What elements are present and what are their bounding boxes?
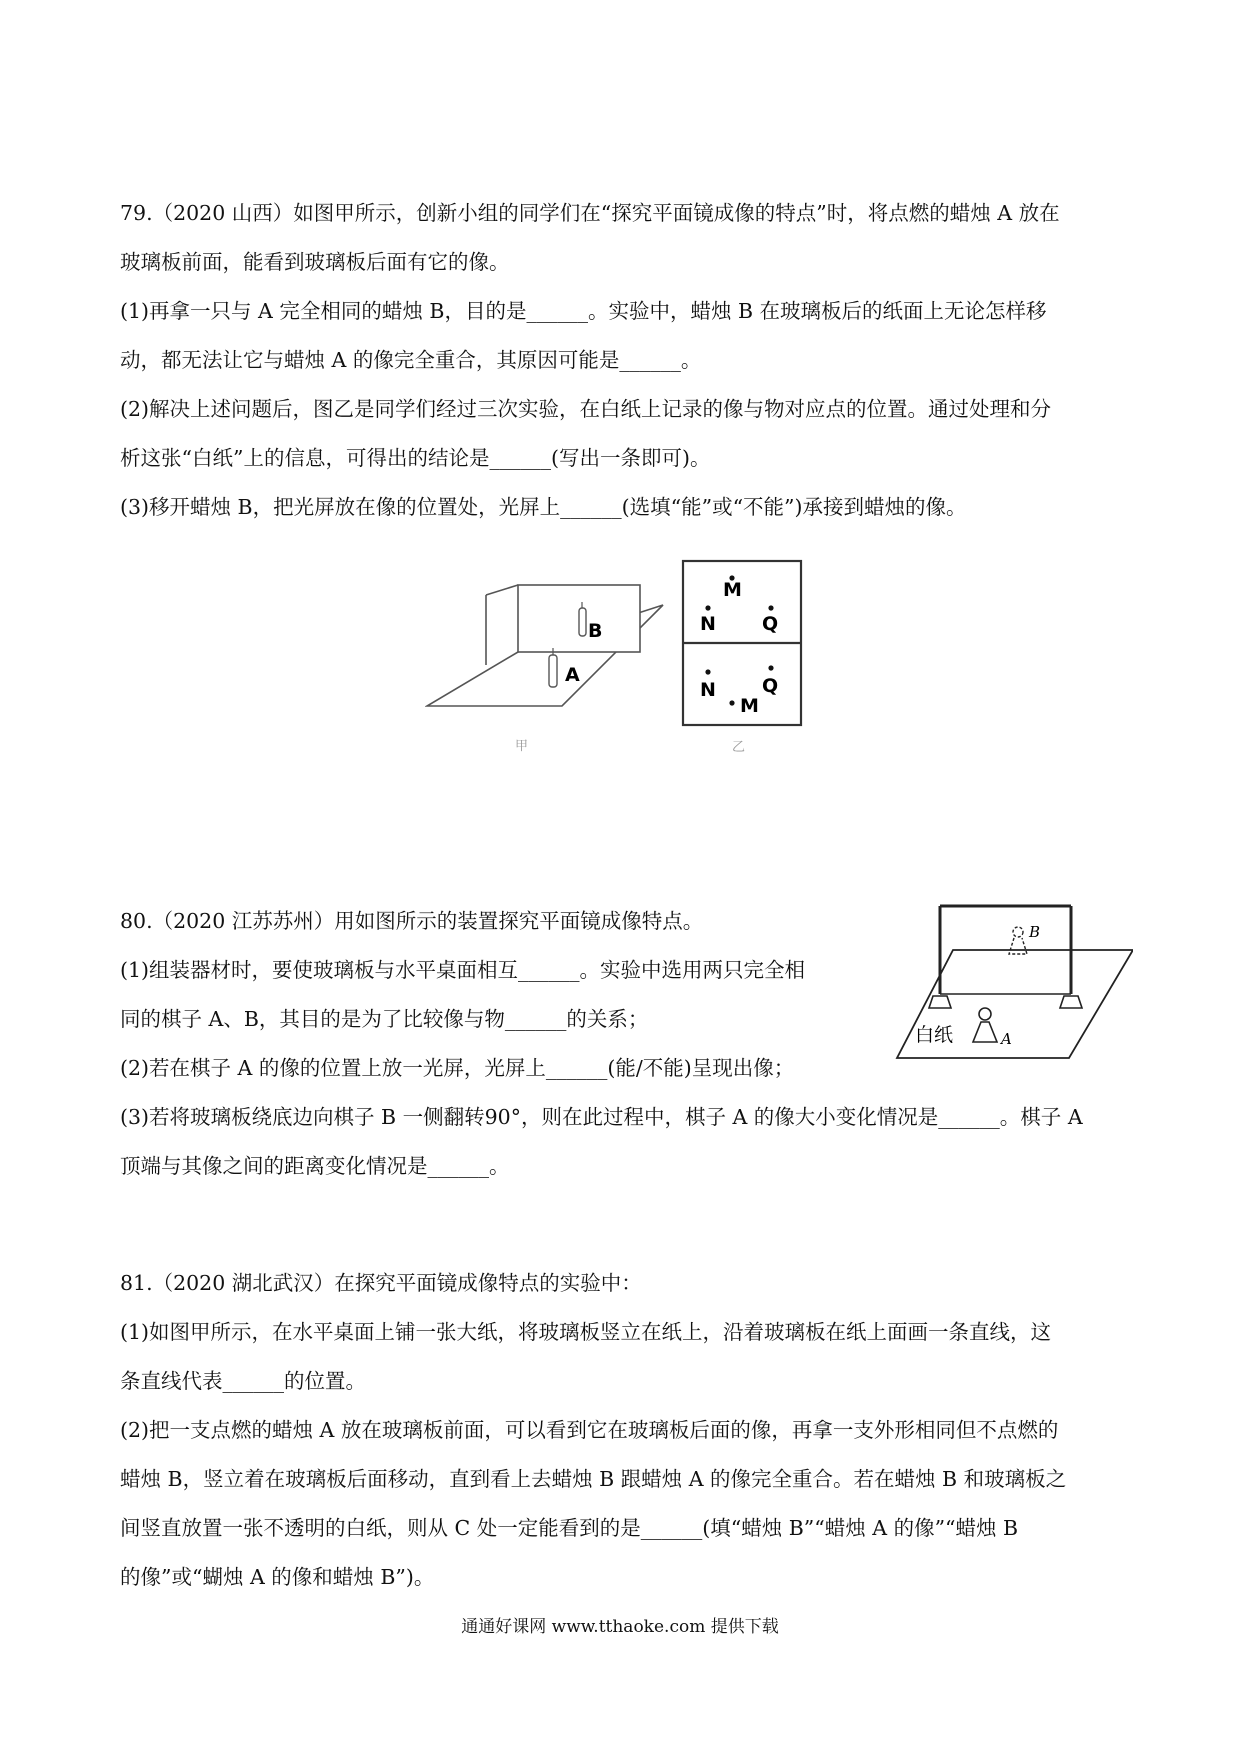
left-stand-shape	[929, 996, 951, 1008]
label-white-paper: 白纸	[915, 1024, 954, 1046]
q81-line-2: (1)如图甲所示，在水平桌面上铺一张大纸，将玻璃板竖立在纸上，沿着玻璃板在纸上面画一条直线，这	[120, 1320, 1052, 1344]
label-bottom-n: N	[700, 679, 716, 701]
q81-line-6: 间竖直放置一张不透明的白纸，则从 C 处一定能看到的是______(填“蜡烛 B”“蜡烛 A 的像”“蜡烛 B	[120, 1516, 1019, 1540]
page-footer: 通通好课网 www.tthaoke.com 提供下载	[461, 1617, 779, 1637]
q81-line-4: (2)把一支点燃的蜡烛 A 放在玻璃板前面，可以看到它在玻璃板后面的像，再拿一支外形相同但不点燃的	[120, 1418, 1059, 1442]
q81-line-7: 的像”或“蝴烛 A 的像和蜡烛 B”)。	[120, 1565, 435, 1589]
label-candle-a: A	[565, 664, 580, 686]
q80-figure	[893, 898, 1133, 1063]
right-stand-shape	[1060, 996, 1082, 1008]
q80-line-4: (2)若在棋子 A 的像的位置上放一光屏，光屏上______(能/不能)呈现出像；	[120, 1056, 795, 1080]
q79-line-2: 玻璃板前面，能看到玻璃板后面有它的像。	[120, 250, 510, 274]
q79-line-4: 动，都无法让它与蜡烛 A 的像完全重合，其原因可能是______。	[120, 348, 702, 372]
label-piece-b: B	[1029, 923, 1041, 941]
candle-b-shape	[579, 608, 586, 636]
q81-line-5: 蜡烛 B，竖立着在玻璃板后面移动，直到看上去蜡烛 B 跟蜡烛 A 的像完全重合。若在蜡烛 B 和玻璃板之	[120, 1467, 1067, 1491]
q79-figure-yi	[680, 558, 804, 758]
q79-line-3: (1)再拿一只与 A 完全相同的蜡烛 B，目的是______。实验中，蜡烛 B 在玻璃板后的纸面上无论怎样移	[120, 299, 1047, 323]
label-top-m: M	[723, 579, 742, 601]
candle-a-shape	[549, 655, 557, 687]
q80-line-5: (3)若将玻璃板绕底边向棋子 B 一侧翻转90°，则在此过程中，棋子 A 的像大小变化情况是______。棋子 A	[120, 1105, 1083, 1129]
caption-yi: 乙	[732, 740, 746, 755]
label-top-q: Q	[762, 613, 779, 635]
q79-line-5: (2)解决上述问题后，图乙是同学们经过三次实验，在白纸上记录的像与物对应点的位置。通过处理和分	[120, 397, 1052, 421]
label-top-n: N	[700, 613, 716, 635]
label-candle-b: B	[588, 620, 603, 642]
q80-line-2: (1)组装器材时，要使玻璃板与水平桌面相互______。实验中选用两只完全相	[120, 958, 806, 982]
q79-line-1: 79.（2020 山西）如图甲所示，创新小组的同学们在“探究平面镜成像的特点”时，将点燃的蜡烛 A 放在	[120, 201, 1060, 225]
caption-jia: 甲	[515, 739, 529, 754]
q79-line-6: 析这张“白纸”上的信息，可得出的结论是______(写出一条即可)。	[120, 446, 711, 470]
label-bottom-m: M	[740, 695, 759, 717]
q80-line-1: 80.（2020 江苏苏州）用如图所示的装置探究平面镜成像特点。	[120, 909, 704, 933]
q79-line-7: (3)移开蜡烛 B，把光屏放在像的位置处，光屏上______(选填“能”或“不能”)承接到蜡烛的像。	[120, 495, 967, 519]
q81-line-3: 条直线代表______的位置。	[120, 1369, 366, 1393]
q80-line-3: 同的棋子 A、B，其目的是为了比较像与物______的关系；	[120, 1007, 649, 1031]
label-piece-a: A	[1001, 1030, 1012, 1048]
label-bottom-q: Q	[762, 675, 779, 697]
q81-line-1: 81.（2020 湖北武汉）在探究平面镜成像特点的实验中：	[120, 1271, 642, 1295]
q80-line-6: 顶端与其像之间的距离变化情况是______。	[120, 1154, 510, 1178]
q79-figure-jia	[425, 560, 665, 755]
